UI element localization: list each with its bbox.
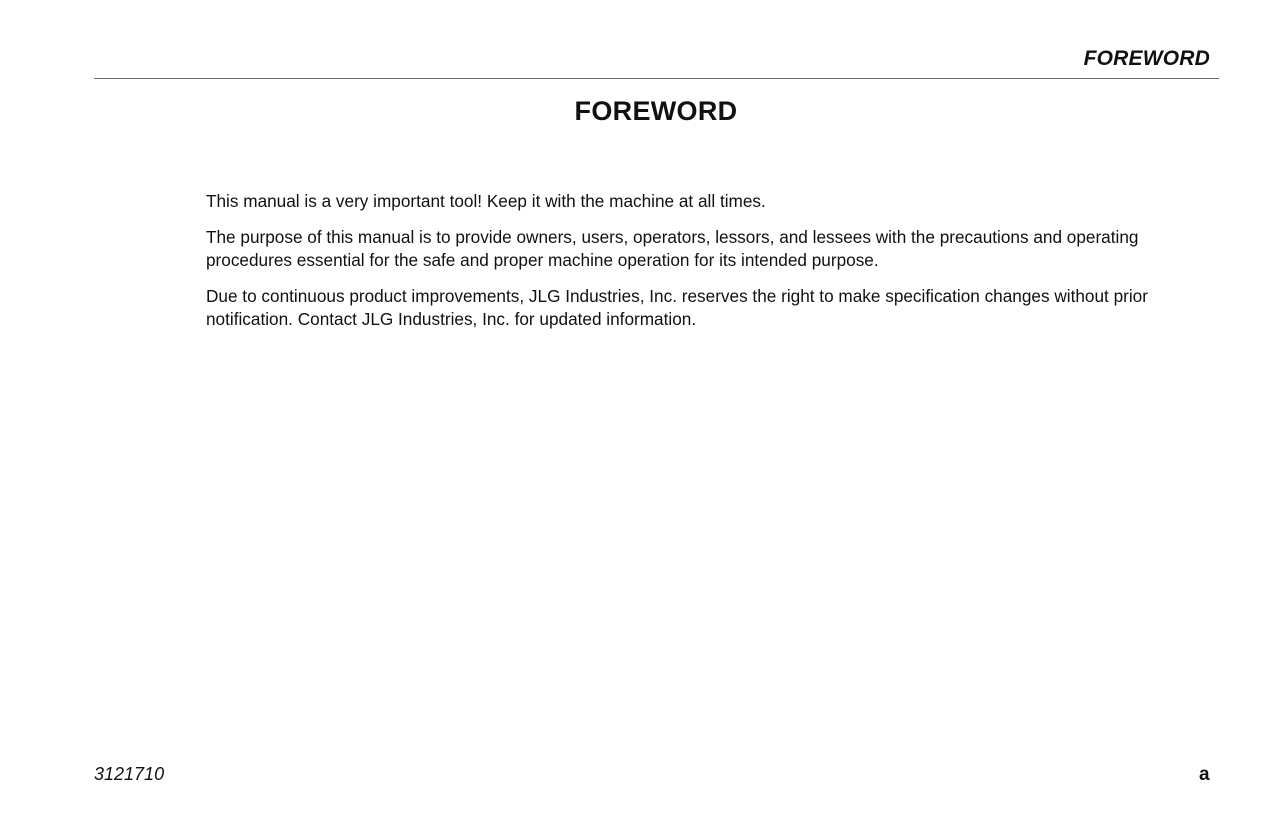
- body-text: [206, 190, 1171, 344]
- running-header-title: FOREWORD: [1083, 47, 1210, 70]
- paragraph-importance: This manual is a very important tool! Keep it with the machine at all times.: [206, 191, 766, 211]
- page-title: FOREWORD: [574, 96, 738, 126]
- running-header: [94, 44, 1219, 79]
- paragraph-purpose: The purpose of this manual is to provide owners, users, operators, lessors, and lessees with the precautions and operating procedures essential for the safe and proper machine operation for its intended purpose.: [206, 227, 1139, 270]
- page-number: a: [1199, 764, 1210, 785]
- document-number: 3121710: [94, 764, 165, 784]
- paragraph-improvements: Due to continuous product improvements, JLG Industries, Inc. reserves the right to make specification changes without prior notification. Contact JLG Industries, Inc. for updated information.: [206, 286, 1148, 329]
